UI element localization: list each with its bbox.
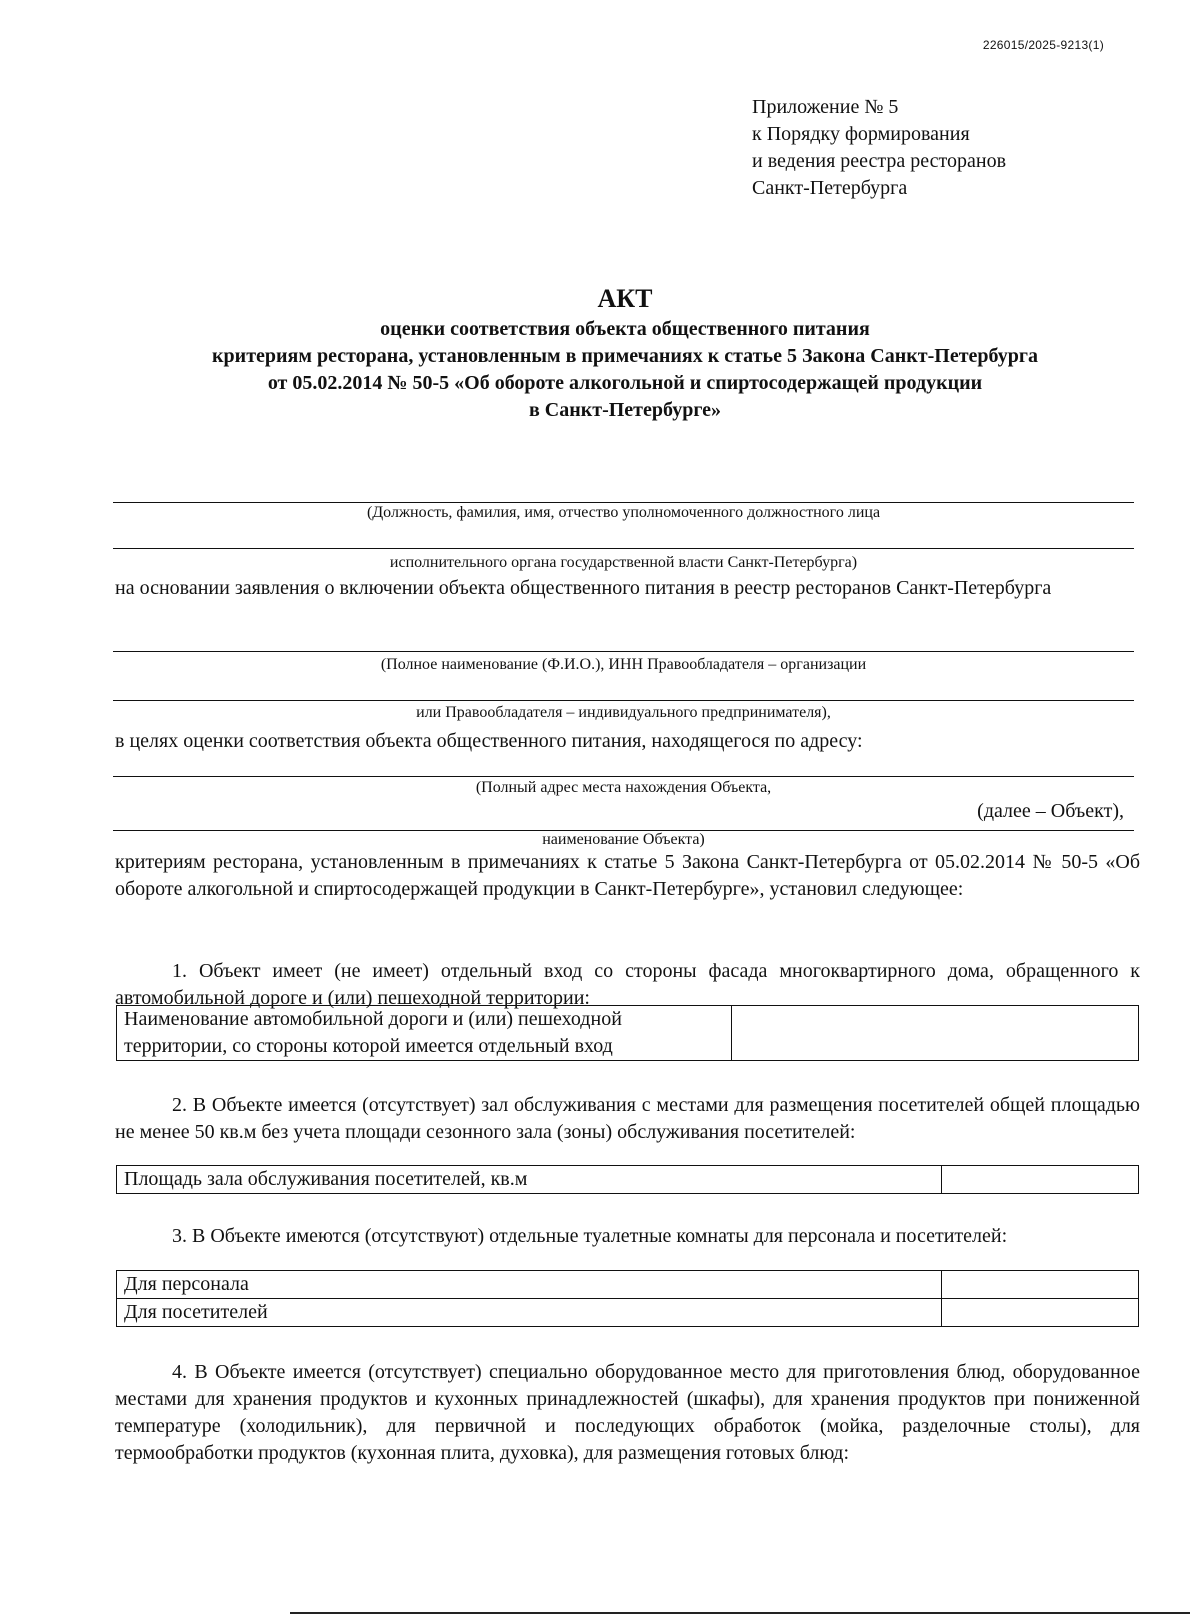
- toilet-visitors-label: Для посетителей: [117, 1299, 942, 1327]
- official-caption: (Должность, фамилия, имя, отчество уполномоченного должностного лица: [366, 504, 881, 521]
- appendix-line: Приложение № 5: [752, 96, 899, 118]
- table-row: [117, 1006, 1139, 1061]
- document-title: АКТ: [597, 284, 653, 313]
- document-id: 226015/2025-9213(1): [982, 38, 1104, 52]
- table-row: [117, 1271, 1139, 1299]
- appendix-reference: [752, 94, 1006, 202]
- basis-paragraph: на основании заявления о включении объекта общественного питания в реестр ресторанов Санкт-Петербурга: [115, 577, 1052, 599]
- section-4-text: 4. В Объекте имеется (отсутствует) специально оборудованное место для приготовления блюд, оборудованное местами для хранения продуктов и кухонных принадлежностей (шкафы), для хранения продуктов при пониженной температуре (холодильник), для первичной и последующих обработок (мойка, разделочные столы), для термообработки продуктов (кухонная плита, духовка), для размещения готовых блюд:: [115, 1361, 1140, 1464]
- toilet-visitors-value[interactable]: [942, 1299, 1139, 1327]
- address-caption: (Полный адрес места нахождения Объекта,: [475, 779, 772, 796]
- section-3-table: [116, 1270, 1139, 1327]
- entrance-road-label-line: территории, со стороны которой имеется отдельный вход: [124, 1035, 613, 1057]
- address-fill-line[interactable]: [113, 776, 1134, 777]
- page-bottom-edge: [290, 1612, 1190, 1614]
- object-name-caption: наименование Объекта): [542, 831, 705, 848]
- official-fill-line[interactable]: [113, 502, 1134, 503]
- owner-caption-2: или Правообладателя – индивидуального предпринимателя),: [416, 704, 831, 721]
- official-fill-line-2[interactable]: [113, 548, 1134, 549]
- entrance-road-label-line: Наименование автомобильной дороги и (или) пешеходной: [124, 1008, 622, 1030]
- criteria-paragraph: критериям ресторана, установленным в примечаниях к статье 5 Закона Санкт-Петербурга от 05.02.2014 № 50-5 «Об обороте алкогольной и спиртосодержащей продукции в Санкт-Петербурге», установил следующее:: [115, 851, 1140, 900]
- toilet-staff-value[interactable]: [942, 1271, 1139, 1299]
- hall-area-value[interactable]: [942, 1166, 1139, 1194]
- hereinafter-object: (далее – Объект),: [977, 800, 1124, 822]
- entrance-road-label: [117, 1006, 732, 1061]
- title-line: оценки соответствия объекта общественного питания: [380, 318, 870, 340]
- appendix-line: и ведения реестра ресторанов: [752, 150, 1007, 172]
- entrance-road-value[interactable]: [732, 1006, 1139, 1061]
- appendix-line: Санкт-Петербурга: [752, 177, 908, 199]
- owner-fill-line-2[interactable]: [113, 700, 1134, 701]
- section-3-text: 3. В Объекте имеются (отсутствуют) отдельные туалетные комнаты для персонала и посетителей:: [172, 1225, 1008, 1247]
- table-row: [117, 1299, 1139, 1327]
- section-1-text: 1. Объект имеет (не имеет) отдельный вход со стороны фасада многоквартирного дома, обращенного к автомобильной дороге и (или) пешеходной территории:: [115, 960, 1140, 1009]
- appendix-line: к Порядку формирования: [752, 123, 970, 145]
- hall-area-label: Площадь зала обслуживания посетителей, кв.м: [117, 1166, 942, 1194]
- section-2-table: [116, 1165, 1139, 1194]
- toilet-staff-label: Для персонала: [117, 1271, 942, 1299]
- section-2-text: 2. В Объекте имеется (отсутствует) зал обслуживания с местами для размещения посетителей общей площадью не менее 50 кв.м без учета площади сезонного зала (зоны) обслуживания посетителей:: [115, 1094, 1140, 1143]
- official-caption-2: исполнительного органа государственной власти Санкт-Петербурга): [389, 554, 858, 571]
- owner-caption: (Полное наименование (Ф.И.О.), ИНН Правообладателя – организации: [380, 656, 867, 673]
- purpose-paragraph: в целях оценки соответствия объекта общественного питания, находящегося по адресу:: [115, 730, 863, 752]
- owner-fill-line[interactable]: [113, 651, 1134, 652]
- table-row: [117, 1166, 1139, 1194]
- title-line: критериям ресторана, установленным в примечаниях к статье 5 Закона Санкт-Петербурга: [212, 345, 1038, 367]
- section-1-table: [116, 1005, 1139, 1061]
- title-line: в Санкт-Петербурге»: [528, 399, 722, 421]
- title-line: от 05.02.2014 № 50-5 «Об обороте алкогольной и спиртосодержащей продукции: [267, 372, 983, 394]
